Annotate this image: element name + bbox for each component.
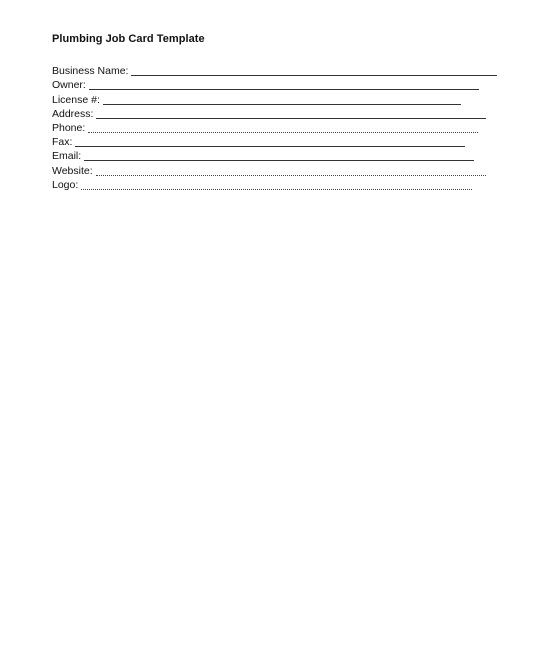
- business-info-form: [52, 63, 512, 191]
- field-fax: [52, 134, 512, 148]
- field-label: Phone:: [52, 121, 86, 134]
- email-input-line[interactable]: [84, 160, 474, 161]
- field-email: [52, 148, 512, 162]
- address-input-line[interactable]: [96, 118, 486, 119]
- field-business-name: [52, 63, 512, 77]
- owner-input-line[interactable]: [89, 89, 479, 90]
- field-phone: [52, 120, 512, 134]
- website-input-line[interactable]: [96, 175, 486, 176]
- field-label: Email:: [52, 150, 82, 163]
- field-owner: [52, 77, 512, 91]
- field-label: Website:: [52, 164, 93, 177]
- field-label: Address:: [52, 107, 94, 120]
- field-license: [52, 91, 512, 105]
- business-name-input-line[interactable]: [131, 75, 497, 76]
- field-label: Business Name:: [52, 65, 129, 78]
- logo-input-line[interactable]: [81, 189, 472, 190]
- fax-input-line[interactable]: [75, 146, 465, 147]
- field-logo: [52, 177, 512, 191]
- field-label: Logo:: [52, 178, 79, 191]
- license-input-line[interactable]: [103, 104, 461, 105]
- document-title: Plumbing Job Card Template: [52, 33, 205, 45]
- field-label: Fax:: [52, 136, 73, 149]
- phone-input-line[interactable]: [88, 132, 478, 133]
- field-label: License #:: [52, 93, 100, 106]
- field-label: Owner:: [52, 79, 86, 92]
- field-website: [52, 162, 512, 176]
- field-address: [52, 106, 512, 120]
